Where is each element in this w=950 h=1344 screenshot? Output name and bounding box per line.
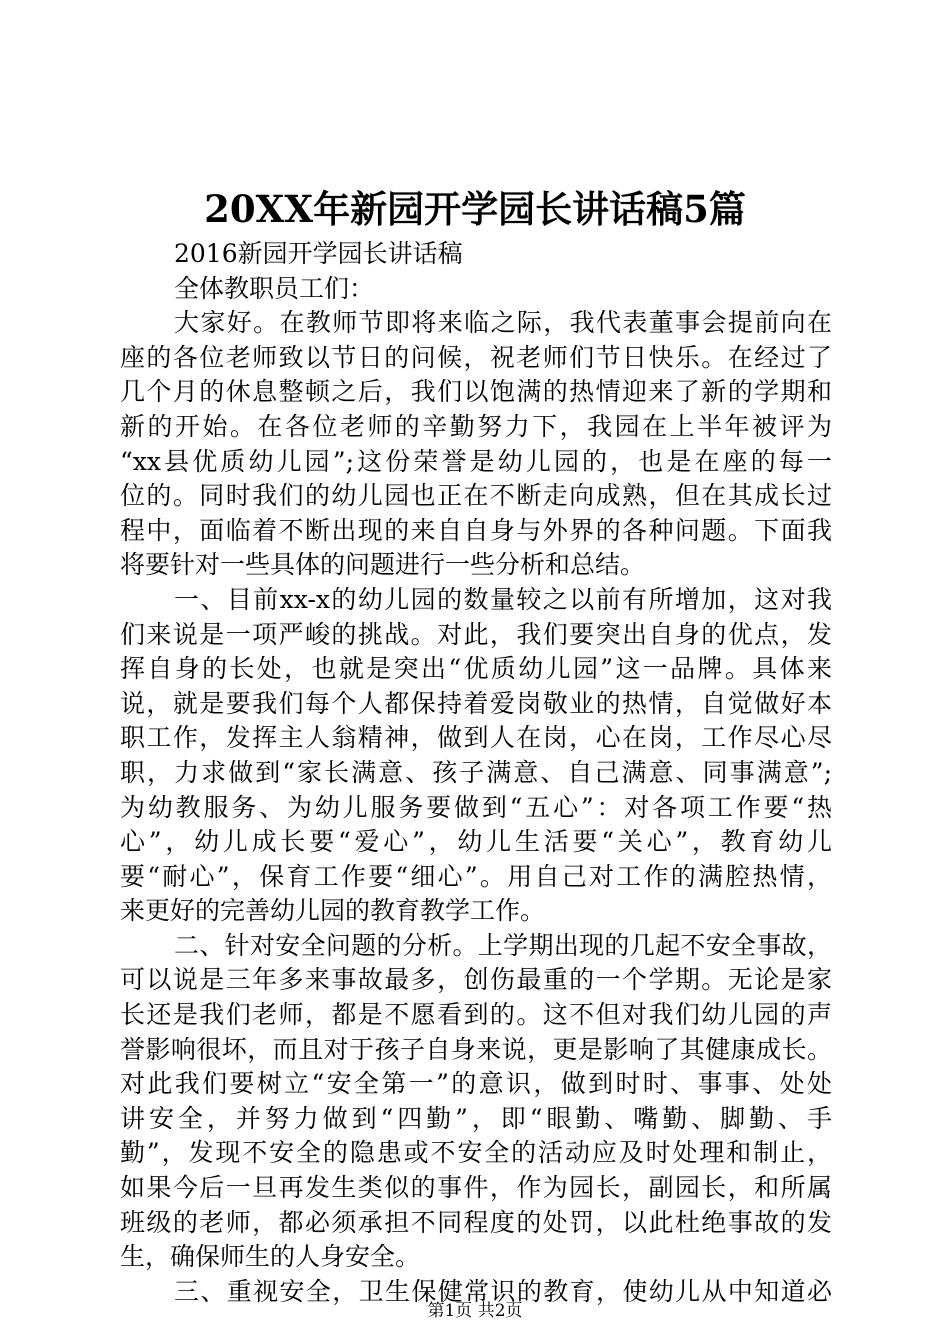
body-line: 位的。同时我们的幼儿园也正在不断走向成熟，但在其成长过 — [120, 481, 832, 511]
body-line: 生，确保师生的人身安全。 — [120, 1242, 421, 1272]
body-line: 讲安全，并努力做到“四勤”，即“眼勤、嘴勤、脚勤、手 — [120, 1103, 832, 1133]
page-indicator: 第1页 共2页 — [427, 1301, 523, 1321]
document-body — [120, 237, 832, 1309]
body-line: 新的开始。在各位老师的辛勤努力下，我园在上半年被评为 — [120, 411, 832, 441]
body-line: 将要针对一些具体的问题进行一些分析和总结。 — [120, 550, 646, 580]
body-line: 要“耐心”，保育工作要“细心”。用自己对工作的满腔热情， — [120, 861, 832, 891]
body-line: “xx县优质幼儿园”;这份荣誉是幼儿园的，也是在座的每一 — [120, 446, 832, 476]
body-line: 职工作，发挥主人翁精神，做到人在岗，心在岗，工作尽心尽 — [120, 723, 832, 753]
body-line: 可以说是三年多来事故最多，创伤最重的一个学期。无论是家 — [120, 965, 832, 995]
body-line: 为幼教服务、为幼儿服务要做到“五心”：对各项工作要“热 — [120, 792, 832, 822]
body-line: 全体教职员工们： — [174, 273, 375, 303]
body-line: 挥自身的长处，也就是突出“优质幼儿园”这一品牌。具体来 — [120, 654, 832, 684]
body-line: 职，力求做到“家长满意、孩子满意、自己满意、同事满意”; — [120, 757, 832, 787]
body-line: 对此我们要树立“安全第一”的意识，做到时时、事事、处处 — [120, 1069, 832, 1099]
body-line: 大家好。在教师节即将来临之际，我代表董事会提前向在 — [174, 308, 832, 338]
body-line: 二、针对安全问题的分析。上学期出现的几起不安全事故， — [174, 930, 832, 960]
body-line: 心”，幼儿成长要“爱心”，幼儿生活要“关心”，教育幼儿 — [120, 827, 832, 857]
body-line: 们来说是一项严峻的挑战。对此，我们要突出自身的优点，发 — [120, 619, 832, 649]
body-line: 勤”，发现不安全的隐患或不安全的活动应及时处理和制止， — [120, 1138, 832, 1168]
body-line: 来更好的完善幼儿园的教育教学工作。 — [120, 896, 546, 926]
body-line: 程中，面临着不断出现的来自自身与外界的各种问题。下面我 — [120, 515, 832, 545]
body-line: 班级的老师，都必须承担不同程度的处罚，以此杜绝事故的发 — [120, 1207, 832, 1237]
body-line: 座的各位老师致以节日的问候，祝老师们节日快乐。在经过了 — [120, 342, 832, 372]
body-line: 长还是我们老师，都是不愿看到的。这不但对我们幼儿园的声 — [120, 1000, 832, 1030]
document-title: 20XX年新园开学园长讲话稿5篇 — [204, 187, 746, 231]
body-line: 三、重视安全，卫生保健常识的教育，使幼儿从中知道必 — [174, 1276, 832, 1306]
body-line: 一、目前xx-x的幼儿园的数量较之以前有所增加，这对我 — [174, 584, 832, 614]
body-line: 2016新园开学园长讲话稿 — [174, 239, 463, 268]
body-line: 说，就是要我们每个人都保持着爱岗敬业的热情，自觉做好本 — [120, 688, 832, 718]
body-line: 几个月的休息整顿之后，我们以饱满的热情迎来了新的学期和 — [120, 377, 832, 407]
body-line: 誉影响很坏，而且对于孩子自身来说，更是影响了其健康成长。 — [120, 1034, 832, 1064]
body-line: 如果今后一旦再发生类似的事件，作为园长，副园长，和所属 — [120, 1173, 832, 1203]
